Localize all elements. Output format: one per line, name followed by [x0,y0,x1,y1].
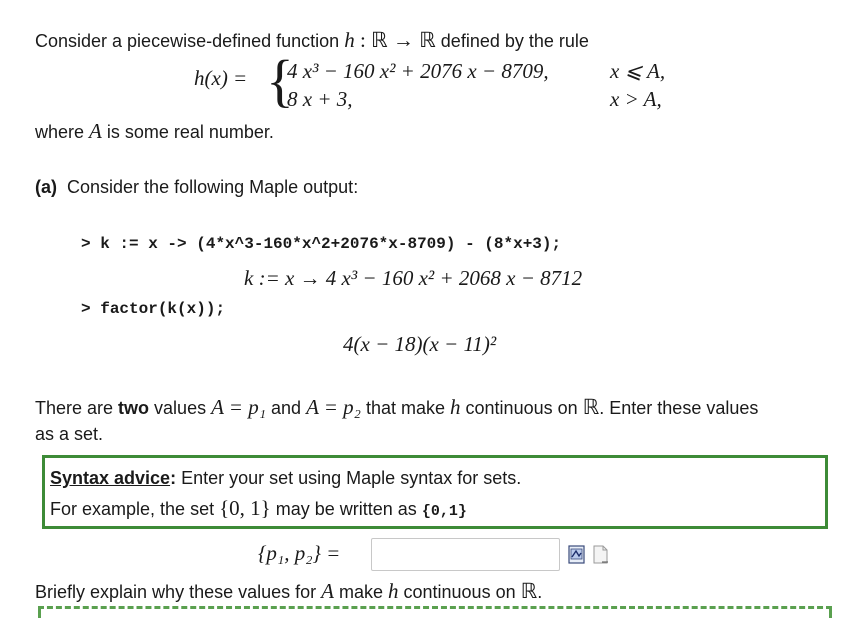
part-a-label: (a) [35,177,57,197]
advice-line-2-mid: may be written as [270,499,422,519]
intro-line [35,28,589,53]
where-post: is some real number. [101,122,274,142]
q-math-h: h [450,395,461,419]
where-pre: where [35,122,90,142]
preview-icon[interactable] [568,545,586,565]
q-text-2: values [149,398,212,418]
advice-title: Syntax advice [50,468,171,488]
maple-command-1 [81,235,561,253]
intro-text-after: defined by the rule [435,31,589,51]
answer-label: {p₁, p₂} = [258,541,341,565]
explain-math-reals: ℝ [520,579,538,603]
q-bold: two [118,398,150,418]
q-math-p2: A = p₂ [306,395,361,419]
maple-output-1: k := x → 4 x³ − 160 x² + 2068 x − 8712 [244,266,583,290]
part-a-line [35,177,358,198]
function-name: h [344,28,355,52]
explain-math-a: A [321,579,334,603]
maple-prompt: > [81,235,91,253]
advice-colon: : [170,468,177,488]
advice-line-1 [50,468,521,489]
q-math-reals: ℝ [582,395,600,419]
advice-example-code: {0,1} [421,503,467,520]
maple-command-2 [81,300,225,318]
answer-input[interactable] [371,538,560,571]
q-text-6: . Enter these values [599,398,759,418]
document-icon[interactable] [592,545,610,565]
maple-cmd2-text: factor(k(x)); [100,300,226,318]
advice-line-2-pre: For example, the set [50,499,220,519]
explain-text-4: . [537,582,543,602]
where-var: A [89,119,102,143]
q-text-4: that make [360,398,451,418]
part-a-text: Consider the following Maple output: [67,177,359,197]
function-signature: : ℝ → ℝ [354,28,436,52]
explain-line [35,579,542,604]
maple-output-2: 4(x − 18)(x − 11)² [343,332,497,356]
where-line [35,119,274,144]
q-text-1: There are [35,398,119,418]
advice-line-2 [50,496,467,521]
intro-text: Consider a piecewise-defined function [35,31,345,51]
q-text-3: and [266,398,307,418]
q-text-5: continuous on [460,398,583,418]
piecewise-case1-cond: x ⩽ A, [610,59,666,83]
piecewise-case1-expr: 4 x³ − 160 x² + 2076 x − 8709, [287,59,549,83]
explain-math-h: h [388,579,399,603]
advice-example-set: {0, 1} [219,496,271,520]
explain-text-1: Briefly explain why these values for [35,582,322,602]
explain-text-2: make [333,582,388,602]
piecewise-lhs: h(x) = [194,66,248,90]
question-line-1 [35,395,758,420]
maple-prompt: > [81,300,91,318]
piecewise-case2-cond: x > A, [610,87,662,111]
explanation-answer-box[interactable] [38,606,832,618]
explain-text-3: continuous on [398,582,521,602]
maple-cmd1-text: k := x -> (4*x^3-160*x^2+2076*x-8709) - (8*x+3); [100,235,562,253]
syntax-advice-box [42,455,828,529]
piecewise-case2-expr: 8 x + 3, [287,87,353,111]
advice-line-1-text: Enter your set using Maple syntax for sets. [176,468,522,488]
question-line-2: as a set. [35,424,104,444]
piecewise-brace: { [266,48,294,113]
q-math-p1: A = p₁ [211,395,267,419]
